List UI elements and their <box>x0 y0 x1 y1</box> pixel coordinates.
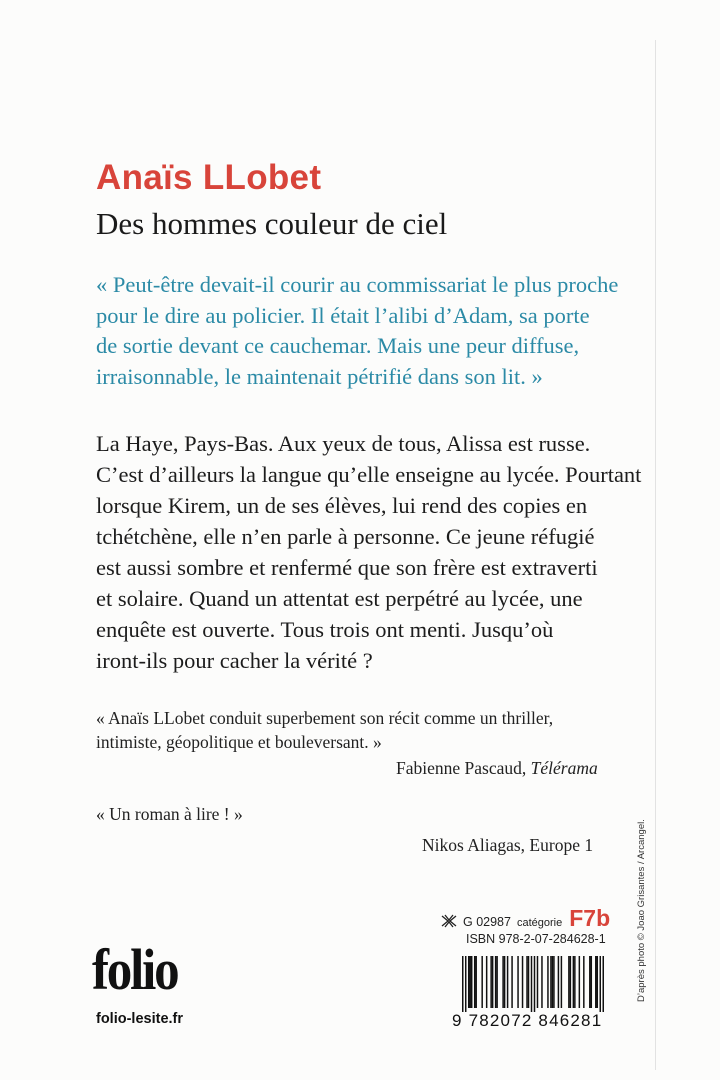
barcode-bar <box>507 956 508 1008</box>
barcode-bar <box>534 956 535 1012</box>
barcode-bar <box>486 956 487 1008</box>
book-title: Des hommes couleur de ciel <box>96 206 448 241</box>
barcode-bar <box>474 956 475 1008</box>
barcode-bar <box>469 956 470 1008</box>
summary-line: iront-ils pour cacher la vérité ? <box>96 648 373 673</box>
barcode-bar <box>511 956 512 1008</box>
summary-line: enquête est ouverte. Tous trois ont menti. Jusqu’où <box>96 617 554 642</box>
barcode-bar <box>517 956 518 1008</box>
barcode-bar <box>537 956 538 1008</box>
barcode-bar <box>495 956 496 1008</box>
barcode-bar <box>502 956 503 1008</box>
press-review-telerama <box>96 706 616 778</box>
barcode-bar <box>573 956 574 1008</box>
product-code: G 02987 <box>463 915 511 929</box>
isbn-number: ISBN 978-2-07-284628-1 <box>466 932 606 946</box>
barcode-bar <box>541 956 542 1008</box>
barcode-bar <box>492 956 493 1008</box>
barcode-bar <box>595 956 596 1008</box>
barcode-bar <box>603 956 604 1012</box>
review-quote-line: « Anaïs LLobet conduit superbement son récit comme un thriller, <box>96 708 554 728</box>
barcode-bar <box>561 956 562 1008</box>
author-name: Anaïs LLobet <box>96 158 322 197</box>
barcode-bar <box>600 956 601 1012</box>
barcode-bar <box>462 956 463 1012</box>
summary-line: est aussi sombre et renfermé que son frère est extraverti <box>96 555 598 580</box>
barcode-bar <box>526 956 527 1008</box>
excerpt-line: « Peut-être devait-il courir au commissariat le plus proche <box>96 272 619 297</box>
review-source <box>396 758 598 779</box>
summary-line: La Haye, Pays-Bas. Aux yeux de tous, Alissa est russe. <box>96 431 591 456</box>
barcode-bar <box>583 956 584 1008</box>
barcode-bar <box>465 956 466 1012</box>
gallimard-emblem-icon <box>441 914 457 928</box>
barcode-bar <box>558 956 559 1008</box>
barcode-digits: 9 782072 846281 <box>452 1011 603 1030</box>
review-source <box>422 835 593 856</box>
barcode-bar <box>481 956 482 1008</box>
excerpt-line: pour le dire au policier. Il était l’alibi d’Adam, sa porte <box>96 302 590 328</box>
barcode-bar <box>553 956 554 1008</box>
publisher-website: folio-lesite.fr <box>96 1011 184 1027</box>
excerpt-quote <box>96 270 656 392</box>
barcode-bar <box>547 956 548 1008</box>
review-quote-line: « Un roman à lire ! » <box>96 804 243 824</box>
barcode-bar <box>570 956 571 1008</box>
barcode-bar <box>504 956 505 1008</box>
category-label: catégorie <box>516 917 563 929</box>
barcode-bar <box>579 956 580 1008</box>
book-summary <box>96 428 656 676</box>
barcode-bar <box>496 956 497 1008</box>
summary-line: C’est d’ailleurs la langue qu’elle enseigne au lycée. Pourtant <box>96 462 642 487</box>
excerpt-line: de sortie devant ce cauchemar. Mais une peur diffuse, <box>96 333 580 358</box>
folio-logo: folio <box>92 937 178 1002</box>
review-source-name: Nikos Aliagas, Europe 1 <box>422 835 594 855</box>
summary-line: et solaire. Quand un attentat est perpétré au lycée, une <box>96 586 583 611</box>
barcode-bar <box>574 956 575 1008</box>
barcode-bar <box>528 956 529 1008</box>
barcode-bar <box>552 956 553 1008</box>
summary-line: lorsque Kirem, un de ses élèves, lui rend des copies en <box>96 493 588 518</box>
barcode-bar <box>568 956 569 1008</box>
barcode-bar <box>531 956 532 1012</box>
barcode-bar <box>550 956 551 1008</box>
barcode-bar <box>597 956 598 1008</box>
review-source-name: Fabienne Pascaud, <box>396 758 531 778</box>
barcode-bar <box>468 956 469 1008</box>
barcode-bar <box>591 956 592 1008</box>
barcode-bar <box>522 956 523 1008</box>
barcode-bar <box>589 956 590 1008</box>
review-quote-line: intimiste, géopolitique et bouleversant. » <box>96 732 382 752</box>
barcode-bar <box>475 956 476 1008</box>
photo-credit: D’après photo © Joao Grisantes / Arcangel. <box>636 819 647 1002</box>
product-code-line <box>441 905 610 932</box>
summary-line: tchétchène, elle n’en parle à personne. Ce jeune réfugié <box>96 524 595 549</box>
barcode-bar <box>490 956 491 1008</box>
barcode-bar <box>471 956 472 1008</box>
press-review-europe1 <box>96 802 616 855</box>
review-source-publication: Télérama <box>530 758 598 778</box>
excerpt-line: irraisonnable, le maintenait pétrifié dans son lit. » <box>96 363 543 389</box>
price-category: F7b <box>569 905 611 931</box>
ean-barcode <box>462 956 604 1012</box>
